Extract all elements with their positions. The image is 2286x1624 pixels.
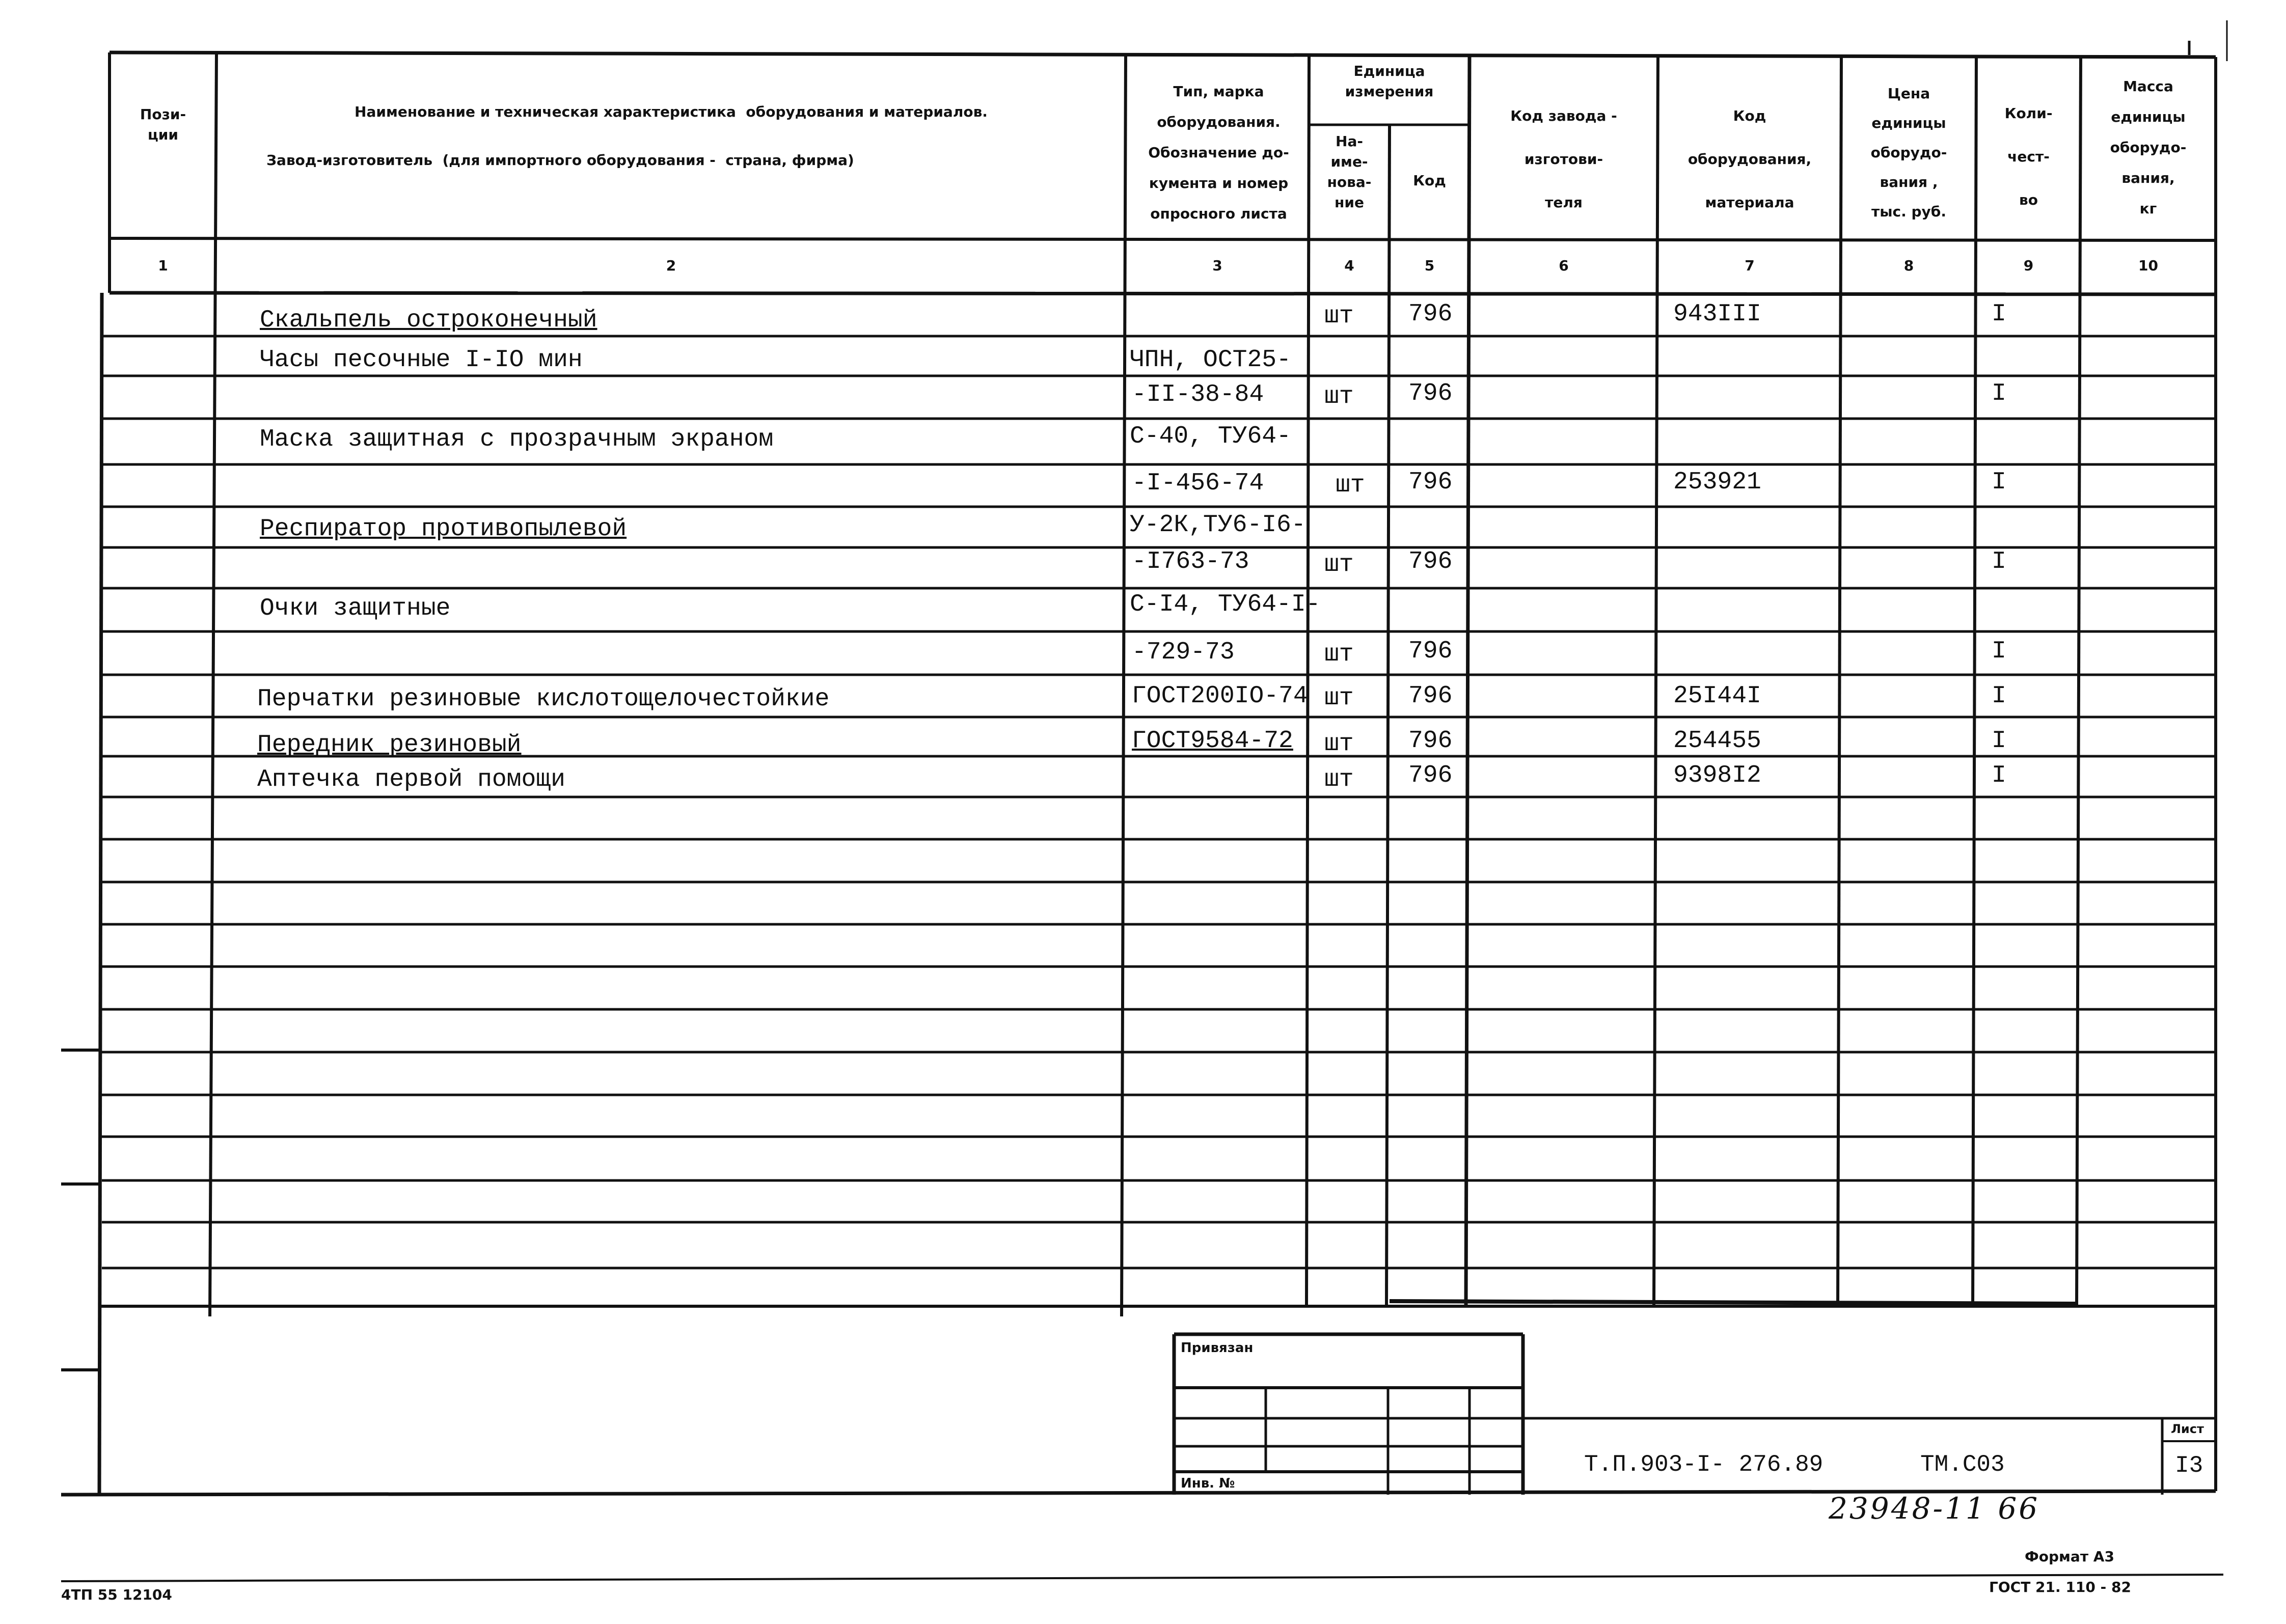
stamp-privyazan: Привязан — [1181, 1340, 1254, 1356]
column-number-1: 1 — [158, 257, 168, 274]
row-3-unit-code: 796 — [1408, 380, 1453, 407]
stamp-list-label: Лист — [2171, 1422, 2204, 1436]
row-11-unit-code: 796 — [1408, 727, 1453, 755]
row-1-name: Скальпель остроконечный — [260, 307, 597, 334]
row-8-type: С-I4, ТУ64-I- — [1130, 591, 1321, 618]
row-9-unit: шт — [1324, 641, 1354, 668]
header-unit-name: На- име- нова- ние — [1327, 133, 1372, 211]
row-3-type: -II-38-84 — [1132, 381, 1264, 408]
stamp-list-number: I3 — [2175, 1452, 2203, 1479]
handwritten-archive-number: 23948-11 66 — [1829, 1491, 2040, 1526]
row-12-unit: шт — [1324, 766, 1354, 793]
row-7-unit-code: 796 — [1408, 548, 1453, 575]
row-7-qty: I — [1992, 548, 2006, 575]
row-12-unit-code: 796 — [1408, 762, 1453, 789]
format-label: Формат А3 — [2025, 1548, 2114, 1565]
header-position: Пози- ции — [140, 106, 186, 143]
row-2-name: Часы песочные I-IO мин — [260, 346, 583, 374]
row-10-qty: I — [1992, 682, 2006, 710]
row-10-name: Перчатки резиновые кислотощелочестойкие — [257, 685, 830, 713]
row-10-unit: шт — [1324, 684, 1354, 712]
header-unit-group: Единица измерения — [1345, 63, 1434, 100]
row-11-name: Передник резиновый — [257, 731, 522, 759]
row-6-name: Респиратор противопылевой — [260, 515, 627, 543]
row-11-qty: I — [1992, 727, 2006, 755]
row-10-unit-code: 796 — [1408, 682, 1453, 710]
row-12-equip-code: 9398I2 — [1673, 762, 1761, 789]
row-11-unit: шт — [1324, 730, 1354, 758]
row-12-qty: I — [1992, 762, 2006, 789]
row-11-equip-code: 254455 — [1673, 727, 1761, 755]
row-4-name: Маска защитная с прозрачным экраном — [260, 426, 774, 453]
row-5-equip-code: 253921 — [1673, 469, 1761, 496]
header-equip-code: Код оборудования, материала — [1688, 107, 1812, 211]
header-quantity: Коли- чест- во — [2004, 105, 2053, 208]
column-number-2: 2 — [666, 257, 676, 274]
column-number-4: 4 — [1344, 257, 1354, 274]
row-5-unit: шт — [1336, 472, 1365, 499]
row-10-type: ГОСТ200IO-74 — [1132, 682, 1308, 710]
row-7-unit: шт — [1324, 551, 1354, 579]
header-price: Цена единицы оборудо- вания , тыс. руб. — [1870, 85, 1947, 220]
header-mass: Масса единицы оборудо- вания, кг — [2110, 78, 2187, 217]
row-9-qty: I — [1992, 638, 2006, 665]
row-9-unit-code: 796 — [1408, 638, 1453, 665]
row-3-unit: шт — [1324, 383, 1354, 410]
row-1-unit: шт — [1324, 302, 1354, 330]
row-4-type: С-40, ТУ64- — [1130, 423, 1291, 450]
row-1-qty: I — [1992, 300, 2006, 328]
row-7-type: -I763-73 — [1132, 548, 1249, 575]
row-11-type: ГОСТ9584-72 — [1132, 727, 1293, 755]
stamp-doc-code: Т.П.903-I- 276.89 — [1584, 1451, 1824, 1478]
row-5-qty: I — [1992, 469, 2006, 496]
header-name-line2: Завод-изготовитель (для импортного оборудования - страна, фирма) — [266, 152, 854, 169]
column-number-7: 7 — [1745, 257, 1755, 274]
row-5-type: -I-456-74 — [1132, 470, 1264, 497]
row-5-unit-code: 796 — [1408, 469, 1453, 496]
header-name-line1: Наименование и техническая характеристика оборудования и материалов. — [355, 103, 988, 120]
column-number-9: 9 — [2023, 257, 2034, 274]
column-number-3: 3 — [1212, 257, 1222, 274]
stamp-doc-mark: ТМ.С03 — [1920, 1451, 2005, 1478]
row-3-qty: I — [1992, 380, 2006, 407]
gost-label: ГОСТ 21. 110 - 82 — [1989, 1579, 2131, 1595]
column-number-6: 6 — [1559, 257, 1569, 274]
column-number-8: 8 — [1903, 257, 1914, 274]
header-unit-code: Код — [1413, 172, 1446, 189]
form-code: 4ТП 55 12104 — [61, 1586, 172, 1603]
header-plant-code: Код завода - изготови- теля — [1510, 107, 1617, 211]
row-1-equip-code: 943III — [1673, 300, 1761, 328]
row-9-type: -729-73 — [1132, 639, 1235, 666]
row-10-equip-code: 25I44I — [1673, 682, 1761, 710]
row-2-type: ЧПН, ОСТ25- — [1130, 346, 1291, 374]
header-type: Тип, марка оборудования. Обозначение до- кумента и номер опросного листа — [1148, 83, 1289, 222]
row-1-unit-code: 796 — [1408, 300, 1453, 328]
row-12-name: Аптечка первой помощи — [257, 766, 565, 793]
column-number-10: 10 — [2138, 257, 2158, 274]
row-6-type: У-2К,ТУ6-I6- — [1130, 511, 1306, 539]
stamp-inv-no: Инв. № — [1181, 1476, 1235, 1491]
row-8-name: Очки защитные — [260, 595, 451, 622]
column-number-5: 5 — [1424, 257, 1435, 274]
